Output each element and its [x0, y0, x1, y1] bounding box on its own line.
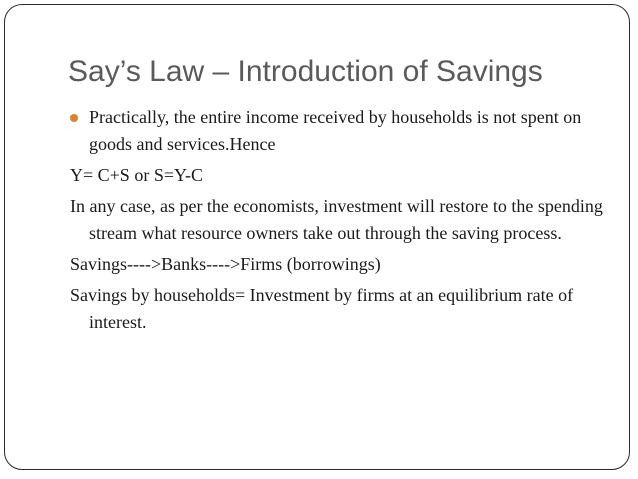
- flow-line: Savings---->Banks---->Firms (borrowings): [70, 254, 381, 274]
- bullet-paragraph: [70, 104, 610, 158]
- paragraph-text: Practically, the entire income received by households is not spent on goods and services.Hence: [89, 107, 582, 154]
- equation-line: Y= C+S or S=Y-C: [70, 165, 203, 185]
- paragraph: Savings by households= Investment by firms at an equilibrium rate of interest.: [70, 285, 574, 332]
- paragraph: In any case, as per the economists, investment will restore to the spending stream what resource owners take out through the saving process.: [70, 196, 603, 243]
- slide-body: [70, 104, 610, 340]
- bullet-dot-icon: [70, 114, 78, 122]
- slide-title: Say’s Law – Introduction of Savings: [68, 55, 543, 88]
